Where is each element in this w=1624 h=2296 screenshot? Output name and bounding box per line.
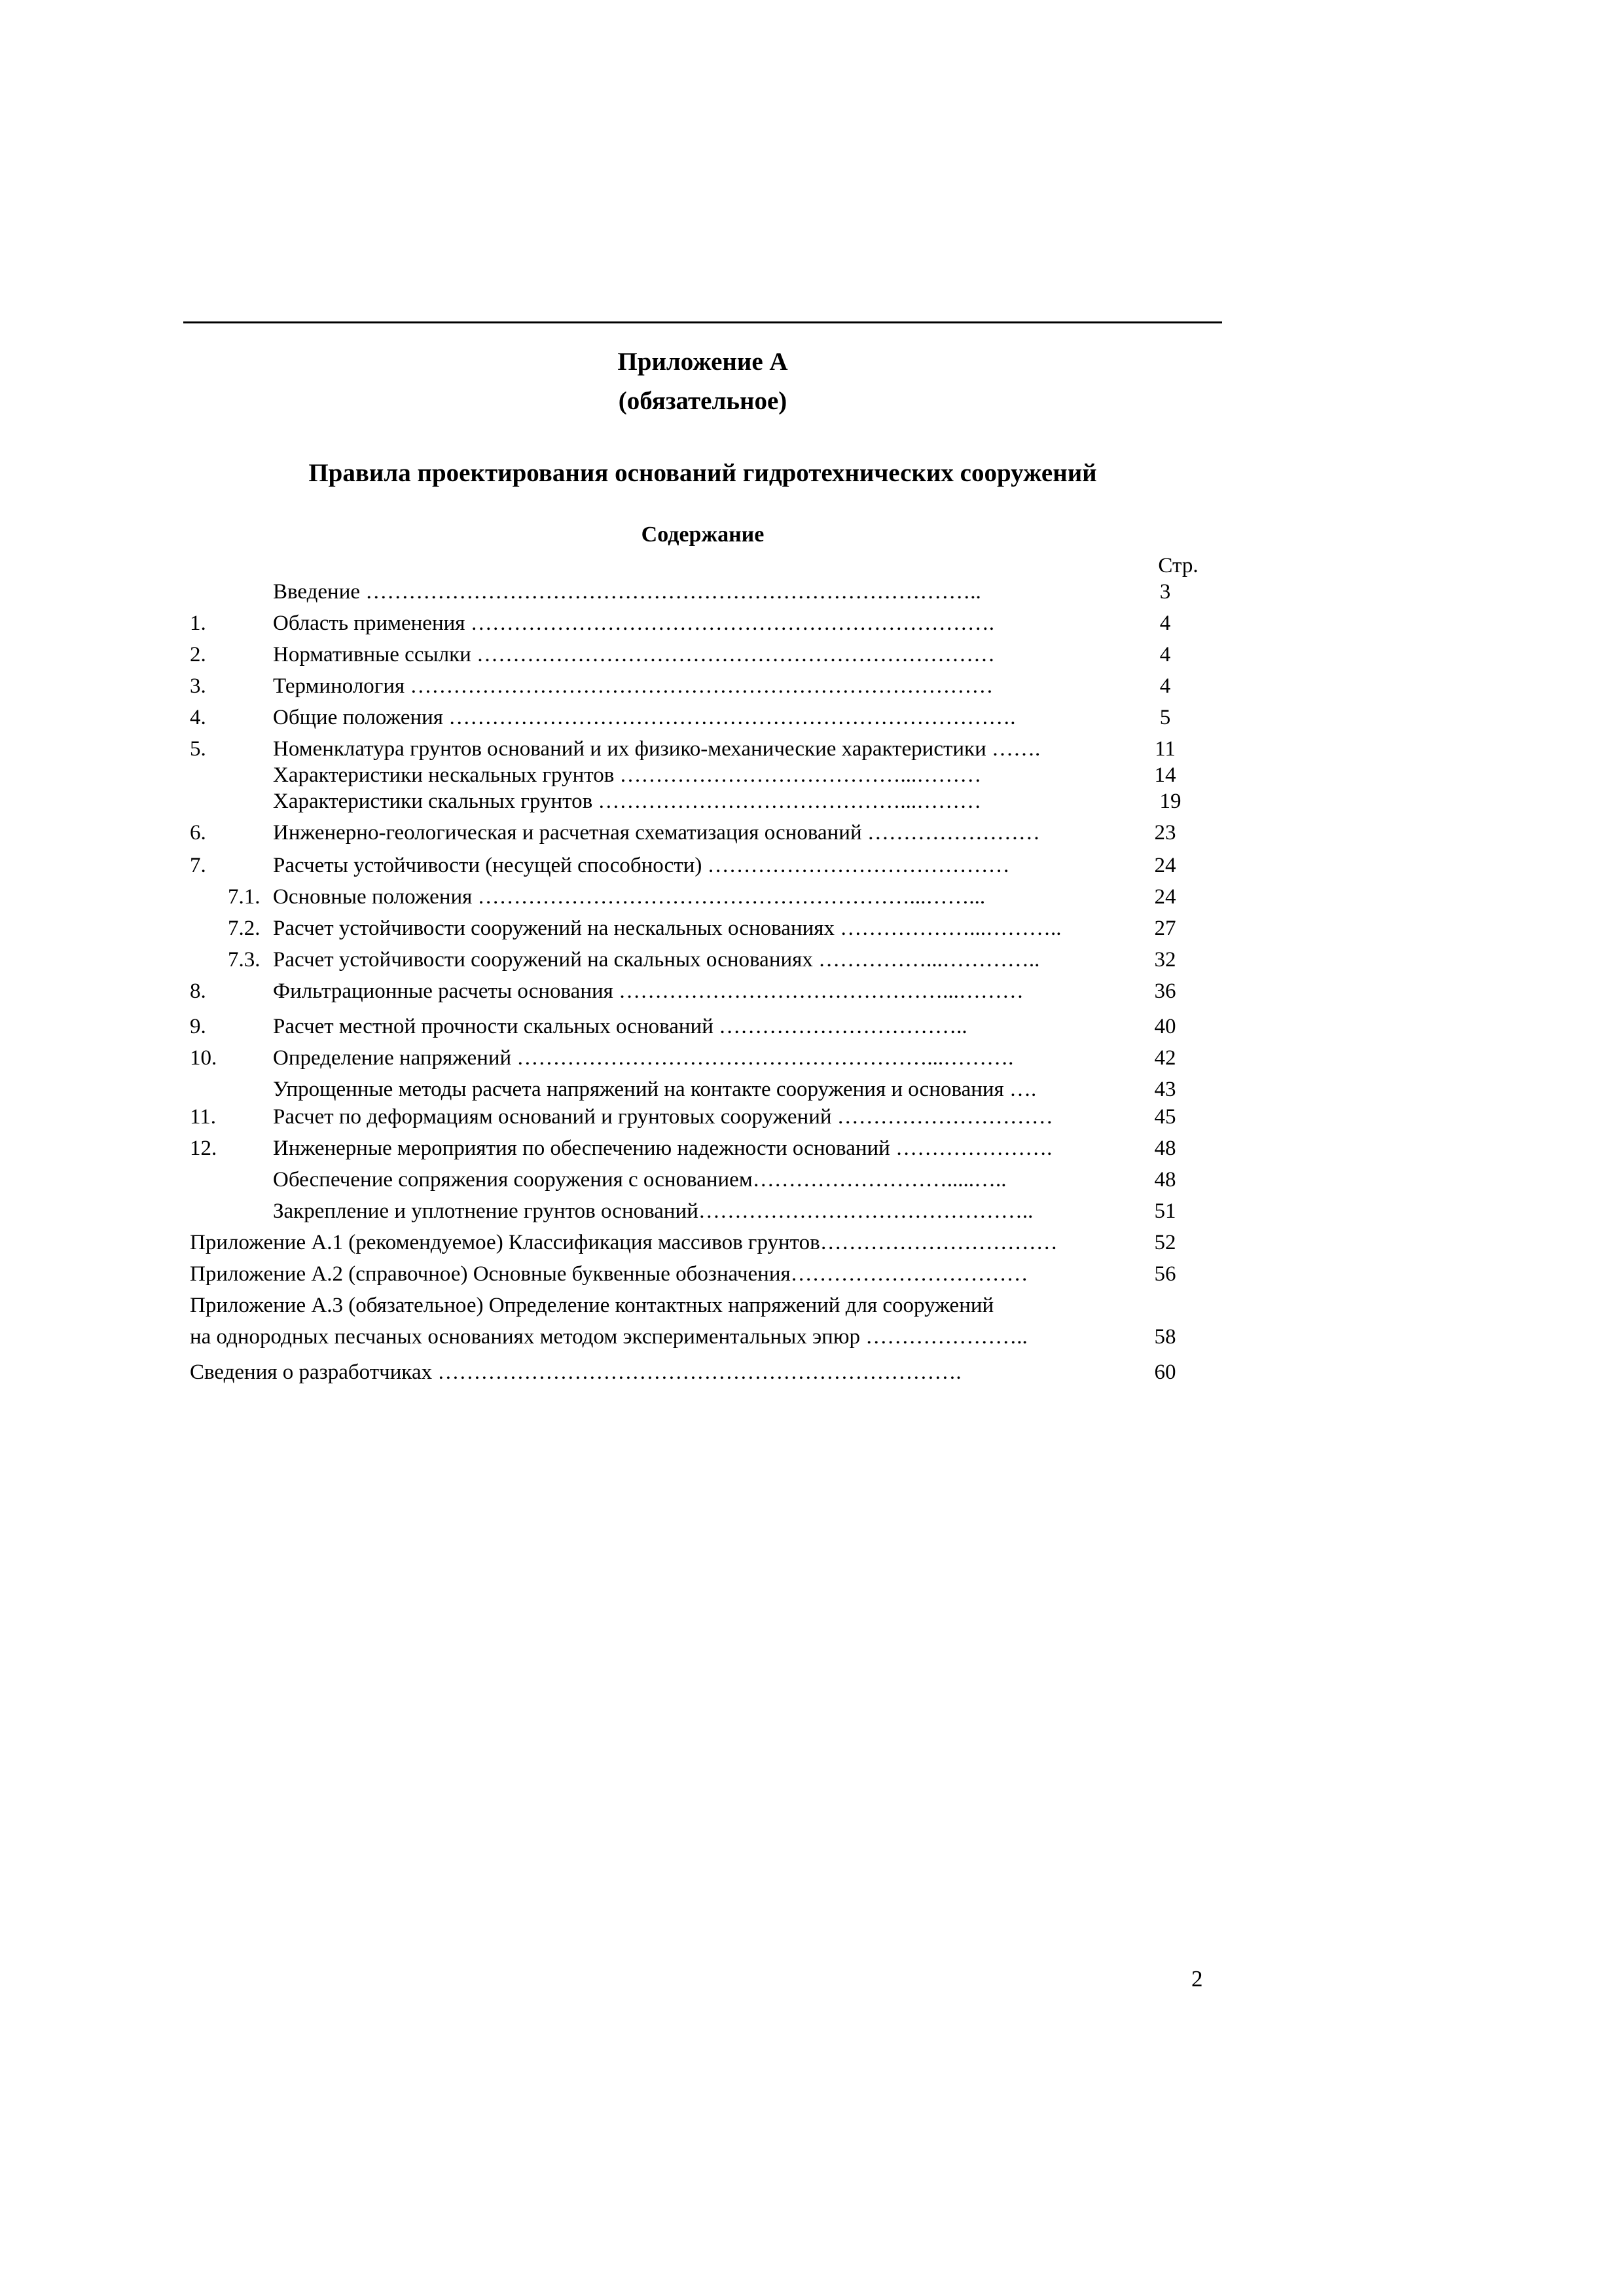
header-rule xyxy=(183,321,1222,323)
toc-entry-10-simplified[interactable] xyxy=(190,1074,1211,1105)
toc-entry-2[interactable] xyxy=(190,639,1211,670)
toc-entry-page: 48 xyxy=(1154,1137,1176,1160)
toc-entry-title: Область применения ………………………………………………………………. xyxy=(273,611,994,635)
toc-entry-number: 12. xyxy=(190,1137,217,1160)
toc-entry-number: 9. xyxy=(190,1015,206,1038)
toc-entry-number: 10. xyxy=(190,1046,217,1070)
toc-entry-title: Расчеты устойчивости (несущей способности) …………………………………… xyxy=(273,854,1010,877)
toc-entry-number: 1. xyxy=(190,611,206,635)
toc-entry-page: 52 xyxy=(1154,1231,1176,1254)
toc-entry-page: 43 xyxy=(1154,1078,1176,1101)
toc-entry-title: Закрепление и уплотнение грунтов оснований……………………………………….. xyxy=(273,1199,1034,1223)
toc-entry-appendix-a1[interactable] xyxy=(190,1227,1211,1258)
page-column-label: Стр. xyxy=(1158,554,1199,577)
toc-entry-number: 4. xyxy=(190,706,206,729)
toc-entry-title: Расчет по деформациям оснований и грунтовых сооружений ………………………… xyxy=(273,1105,1053,1129)
document-title: Правила проектирования оснований гидротехнических сооружений xyxy=(308,459,1097,487)
toc-entry-7-3[interactable] xyxy=(190,944,1211,975)
toc-entry-title: Фильтрационные расчеты основания ………………………………………...……… xyxy=(273,979,1024,1003)
toc-entry-page: 4 xyxy=(1159,611,1171,635)
toc-entry-title: на однородных песчаных основаниях методом экспериментальных эпюр ………………….. xyxy=(190,1325,1028,1349)
toc-entry-title: Номенклатура грунтов оснований и их физико-механические характеристики ……. xyxy=(273,737,1041,761)
toc-entry-title: Терминология ……………………………………………………………………… xyxy=(273,674,994,698)
toc-entry-10[interactable] xyxy=(190,1042,1211,1074)
toc-entry-7[interactable] xyxy=(190,850,1211,881)
toc-entry-12-interface[interactable] xyxy=(190,1164,1211,1195)
toc-entry-page: 4 xyxy=(1159,674,1171,698)
toc-entry-page: 56 xyxy=(1154,1262,1176,1286)
toc-entry-number: 6. xyxy=(190,821,206,845)
toc-entry-title: Приложение А.1 (рекомендуемое) Классификация массивов грунтов…………………………… xyxy=(190,1231,1058,1254)
toc-entry-number: 8. xyxy=(190,979,206,1003)
toc-entry-page: 27 xyxy=(1154,917,1176,940)
toc-entry-title: Расчет местной прочности скальных оснований …………………………….. xyxy=(273,1015,967,1038)
toc-entry-title: Характеристики нескальных грунтов …………………………………...……… xyxy=(273,763,982,787)
toc-entry-page: 60 xyxy=(1154,1360,1176,1384)
toc-entry-number: 3. xyxy=(190,674,206,698)
toc-entry-title: Расчет устойчивости сооружений на скальных основаниях ……………...………….. xyxy=(273,948,1040,972)
toc-entry-page: 36 xyxy=(1154,979,1176,1003)
toc-entry-page: 51 xyxy=(1154,1199,1176,1223)
toc-entry-title: Определение напряжений …………………………………………………...………. xyxy=(273,1046,1014,1070)
appendix-title: Приложение А xyxy=(617,348,788,376)
toc-entry-page: 14 xyxy=(1154,763,1176,787)
toc-entry-1[interactable] xyxy=(190,608,1211,639)
page-number: 2 xyxy=(1191,1966,1203,1992)
toc-entry-title: Расчет устойчивости сооружений на нескальных основаниях ………………...……….. xyxy=(273,917,1062,940)
toc-entry-12[interactable] xyxy=(190,1133,1211,1164)
toc-entry-number: 11. xyxy=(190,1105,217,1129)
toc-entry-number: 7.1. xyxy=(228,885,261,909)
toc-entry-page: 4 xyxy=(1159,643,1171,666)
toc-entry-page: 58 xyxy=(1154,1325,1176,1349)
toc-entry-page: 42 xyxy=(1154,1046,1176,1070)
toc-entry-title: Инженерные мероприятия по обеспечению надежности оснований …………………. xyxy=(273,1137,1053,1160)
toc-entry-developers[interactable] xyxy=(190,1357,1211,1388)
toc-entry-number: 5. xyxy=(190,737,206,761)
toc-entry-number: 7.3. xyxy=(228,948,261,972)
contents-title: Содержание xyxy=(641,522,765,547)
toc-entry-page: 45 xyxy=(1154,1105,1176,1129)
toc-entry-page: 40 xyxy=(1154,1015,1176,1038)
toc-entry-page: 24 xyxy=(1154,854,1176,877)
toc-entry-6[interactable] xyxy=(190,817,1211,848)
toc-entry-8[interactable] xyxy=(190,975,1211,1007)
toc-entry-appendix-a3[interactable] xyxy=(190,1290,1211,1321)
toc-entry-4[interactable] xyxy=(190,702,1211,733)
toc-entry-7-2[interactable] xyxy=(190,913,1211,944)
toc-entry-title: Инженерно-геологическая и расчетная схематизация оснований …………………… xyxy=(273,821,1040,845)
toc-entry-title: Приложение А.3 (обязательное) Определение контактных напряжений для сооружений xyxy=(190,1294,994,1317)
toc-entry-title: Упрощенные методы расчета напряжений на контакте сооружения и основания …. xyxy=(273,1078,1037,1101)
toc-entry-page: 24 xyxy=(1154,885,1176,909)
appendix-status: (обязательное) xyxy=(618,387,787,415)
toc-entry-3[interactable] xyxy=(190,670,1211,702)
toc-entry-title: Сведения о разработчиках ………………………………………………………………. xyxy=(190,1360,962,1384)
toc-entry-page: 3 xyxy=(1159,580,1171,604)
toc-entry-page: 11 xyxy=(1155,737,1176,761)
toc-entry-title: Характеристики скальных грунтов ……………………………………...……… xyxy=(273,790,982,813)
toc-entry-page: 32 xyxy=(1154,948,1176,972)
toc-entry-page: 19 xyxy=(1159,790,1182,813)
toc-entry-page: 23 xyxy=(1154,821,1176,845)
toc-entry-7-1[interactable] xyxy=(190,881,1211,913)
toc-entry-title: Основные положения ……………………………………………………...……... xyxy=(273,885,986,909)
toc-entry-9[interactable] xyxy=(190,1011,1211,1042)
toc-entry-title: Приложение А.2 (справочное) Основные буквенные обозначения…………………………… xyxy=(190,1262,1028,1286)
toc-entry-5-rock[interactable] xyxy=(190,786,1211,817)
toc-entry-appendix-a2[interactable] xyxy=(190,1258,1211,1290)
toc-entry-introduction[interactable] xyxy=(190,576,1211,608)
toc-entry-number: 7. xyxy=(190,854,206,877)
toc-entry-12-consolidation[interactable] xyxy=(190,1195,1211,1227)
toc-entry-number: 7.2. xyxy=(228,917,261,940)
toc-entry-appendix-a3-cont[interactable] xyxy=(190,1321,1211,1353)
toc-entry-title: Обеспечение сопряжения сооружения с основанием……………………….....….. xyxy=(273,1168,1007,1192)
toc-entry-title: Общие положения ……………………………………………………………………. xyxy=(273,706,1016,729)
toc-entry-title: Нормативные ссылки ……………………………………………………………… xyxy=(273,643,996,666)
toc-entry-11[interactable] xyxy=(190,1101,1211,1133)
toc-entry-title: Введение ………………………………………………………………………….. xyxy=(273,580,981,604)
toc-entry-page: 48 xyxy=(1154,1168,1176,1192)
toc-entry-number: 2. xyxy=(190,643,206,666)
toc-entry-page: 5 xyxy=(1159,706,1171,729)
